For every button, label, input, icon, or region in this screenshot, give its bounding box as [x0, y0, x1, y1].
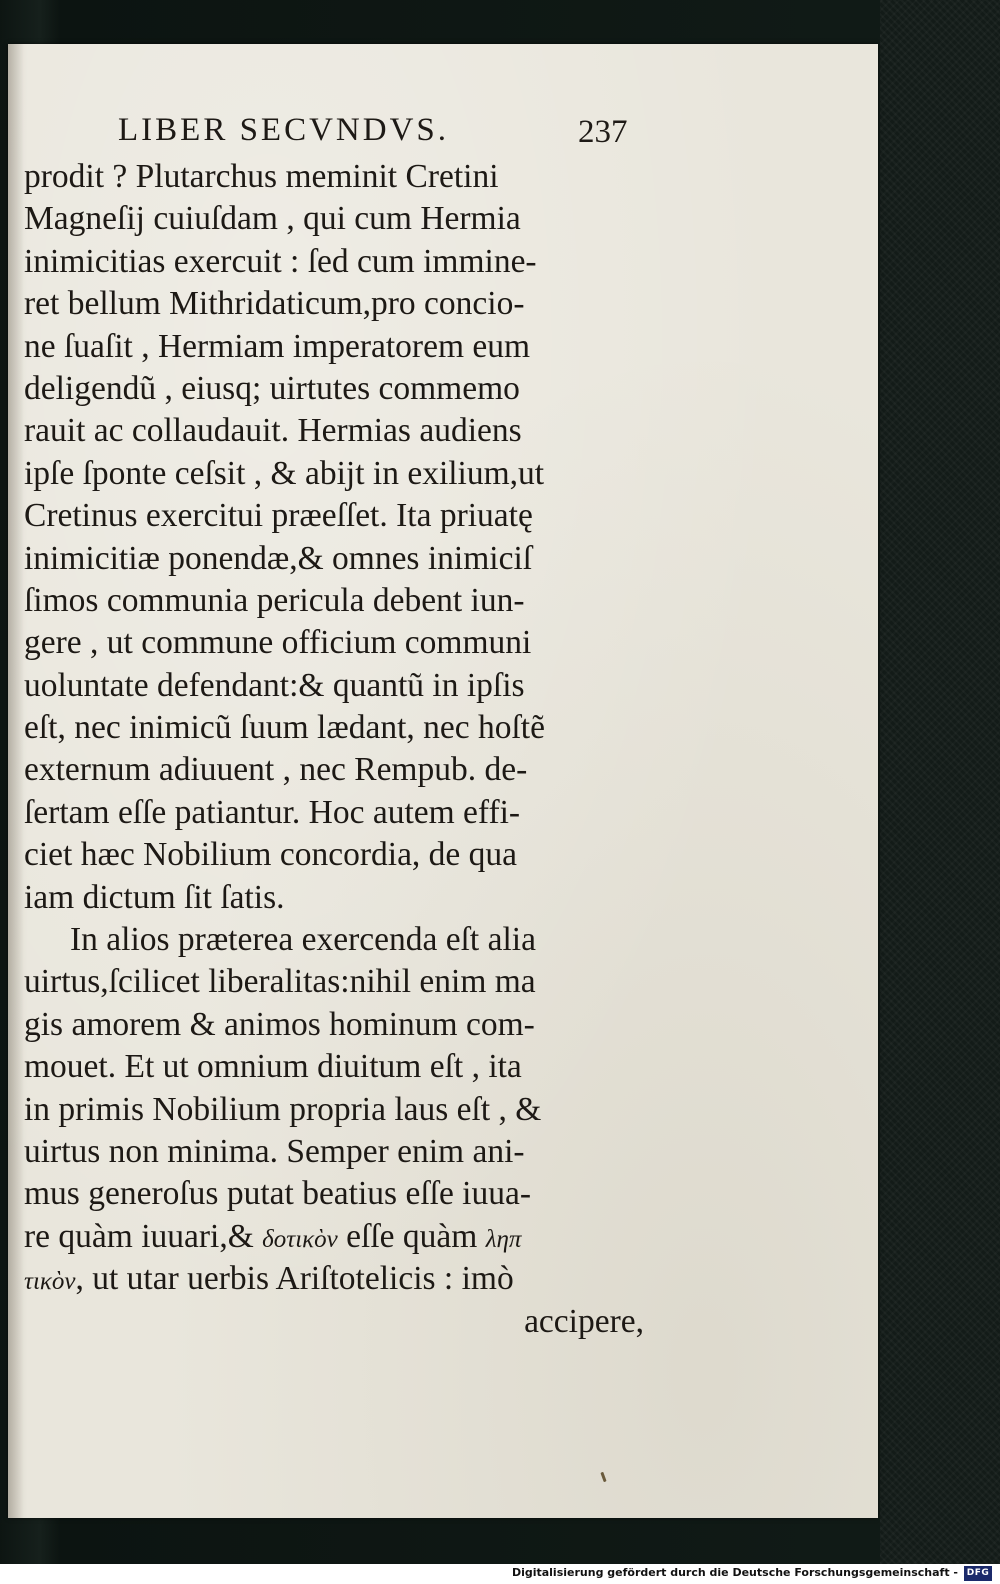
greek-word: ληπ [485, 1225, 522, 1253]
text-line: uirtus non minima. Semper enim ani- [24, 1132, 525, 1170]
text-line: gis amorem & animos hominum com- [24, 1005, 535, 1043]
text-line: ciet hæc Nobilium concordia, de qua [24, 836, 518, 874]
text-line-with-greek [24, 1216, 644, 1258]
text-line-with-greek [24, 1258, 644, 1300]
page-gutter-shadow [8, 44, 24, 1518]
text-line: ſimos communia pericula debent iun- [24, 581, 525, 619]
text-line: externum adiuuent , nec Rempub. de- [24, 751, 528, 789]
text-line: gere , ut commune officium communi [24, 624, 532, 662]
text-line: prodit ? Plutarchus meminit Cretini [24, 158, 499, 195]
text-line: mus generoſus putat beatius eſſe iuua- [24, 1175, 532, 1213]
text-line: eſt, nec inimicũ ſuum lædant, nec hoſtẽ [24, 709, 545, 747]
funding-credit: Digitalisierung gefördert durch die Deutsche Forschungsgemeinschaft - [511, 1566, 958, 1579]
text-line: ne ſuaſit , Hermiam imperatorem eum [24, 327, 531, 365]
body-text [24, 156, 644, 1343]
text-line: deligendũ , eiusq; uirtutes commemo [24, 369, 520, 407]
paragraph-first-line: In alios præterea exercenda eſt alia [70, 921, 536, 959]
greek-word: δοτικὸν [262, 1225, 338, 1253]
text-line: uirtus,ſcilicet liberalitas:nihil enim ma [24, 963, 536, 1001]
text-line: uoluntate defendant:& quantũ in ipſis [24, 666, 525, 704]
running-title: LIBER SECVNDVS. [118, 112, 450, 148]
binding-cloth-texture [880, 0, 1000, 1564]
text-fragment: , ut utar uerbis Ariſtotelicis : imò [75, 1260, 514, 1298]
greek-word: τικὸν [24, 1268, 76, 1296]
footer-bar [0, 1564, 1000, 1584]
text-line: inimicitiæ ponendæ,& omnes inimiciſ [24, 539, 533, 577]
text-line: ret bellum Mithridaticum,pro concio- [24, 285, 525, 323]
text-line: Magneſij cuiuſdam , qui cum Hermia [24, 200, 521, 238]
running-header [118, 112, 638, 156]
dfg-logo: DFG [964, 1566, 992, 1581]
text-line: ſertam eſſe patiantur. Hoc autem effi- [24, 793, 521, 831]
text-line: iam dictum ſit ſatis. [24, 878, 285, 916]
text-line: Cretinus exercitui præeſſet. Ita priuatę [24, 497, 533, 535]
text-line: ipſe ſponte ceſsit , & abijt in exilium,ut [24, 454, 545, 492]
page-number: 237 [578, 114, 628, 150]
text-fragment: eſſe quàm [346, 1217, 478, 1255]
text-line: mouet. Et ut omnium diuitum eſt , ita [24, 1048, 522, 1086]
catchword: accipere, [524, 1302, 644, 1340]
text-line: rauit ac collaudauit. Hermias audiens [24, 412, 522, 450]
text-fragment: re quàm iuuari,& [24, 1217, 254, 1255]
text-line: in primis Nobilium propria laus eſt , & [24, 1090, 542, 1128]
text-line: inimicitias exercuit : ſed cum immine- [24, 242, 537, 280]
